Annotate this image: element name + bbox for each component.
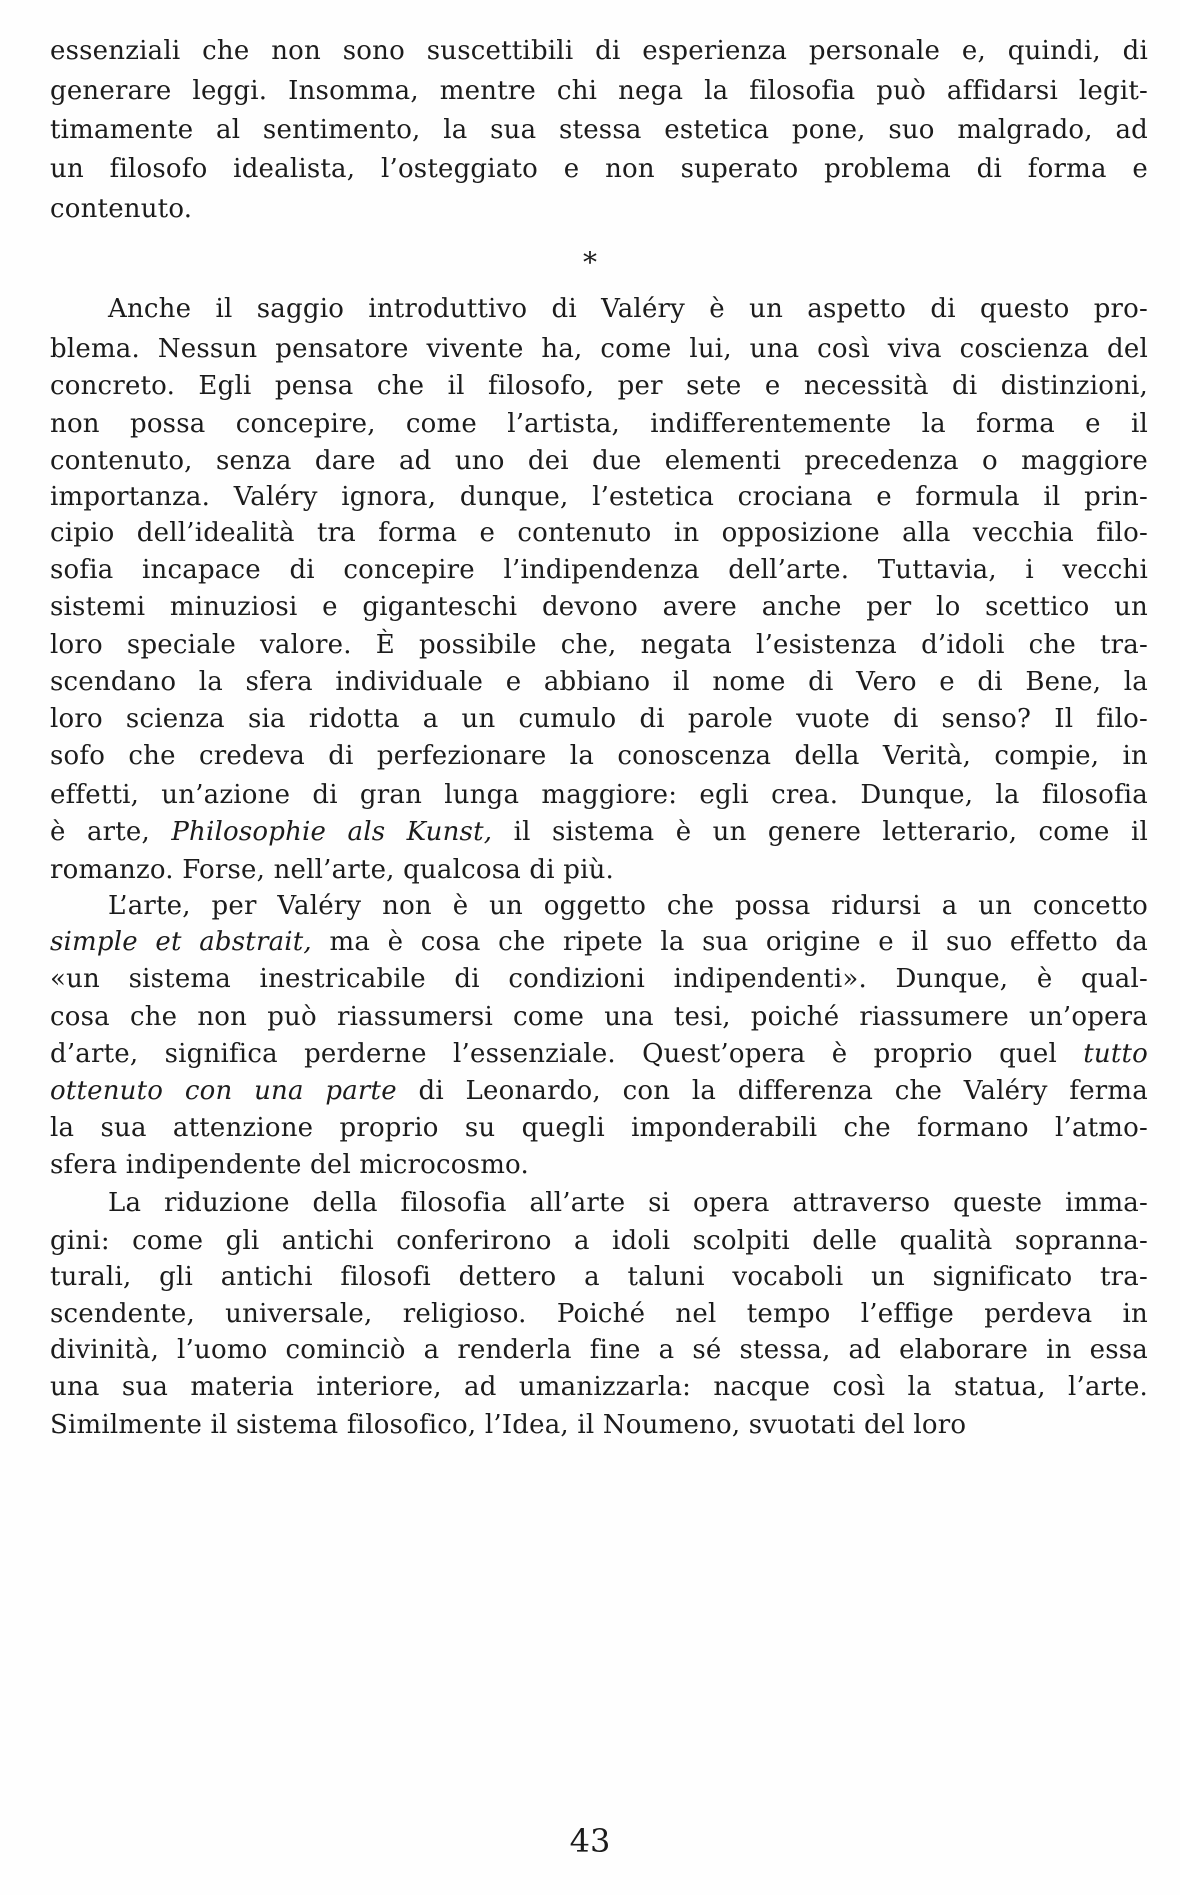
text-line (108, 891, 1148, 921)
text-line (50, 518, 1148, 548)
text-run: «un sistema inestricabile di condizioni indipendenti». Dunque, è qual- (50, 964, 1148, 994)
italic-text: ottenuto con una parte (50, 1076, 397, 1106)
text-line (50, 371, 1148, 401)
text-line (50, 555, 1148, 585)
text-run: contenuto. (50, 194, 193, 224)
text-run: sfera indipendente del microcosmo. (50, 1150, 529, 1180)
text-line (50, 1002, 1148, 1032)
text-line (50, 154, 1148, 184)
section-separator-asterisk: * (583, 246, 597, 279)
text-line (50, 194, 1148, 224)
text-run: divinità, l’uomo cominciò a renderla fine a sé stessa, ad elaborare in essa (50, 1335, 1148, 1365)
text-run: sofo che credeva di perfezionare la conoscenza della Verità, compie, in (50, 741, 1148, 771)
text-run: Anche il saggio introduttivo di Valéry è un aspetto di questo pro- (108, 294, 1148, 324)
text-run: una sua materia interiore, ad umanizzarla: nacque così la statua, l’arte. (50, 1372, 1148, 1402)
text-run: loro speciale valore. È possibile che, negata l’esistenza d’idoli che tra- (50, 630, 1148, 660)
text-run: il sistema è un genere letterario, come il (492, 817, 1148, 847)
text-run: gini: come gli antichi conferirono a idoli scolpiti delle qualità sopranna- (50, 1226, 1148, 1256)
text-run: turali, gli antichi filosofi dettero a taluni vocaboli un significato tra- (50, 1262, 1148, 1292)
text-run: concreto. Egli pensa che il filosofo, per sete e necessità di distinzioni, (50, 371, 1148, 401)
italic-text: simple et abstrait, (50, 927, 312, 957)
text-line (50, 1226, 1148, 1256)
text-run: essenziali che non sono suscettibili di esperienza personale e, quindi, di (50, 36, 1148, 66)
text-line (50, 780, 1148, 810)
text-line (50, 704, 1148, 734)
italic-text: Philosophie als Kunst, (171, 817, 493, 847)
text-line (50, 964, 1148, 994)
text-line (50, 1372, 1148, 1402)
text-line (50, 1113, 1148, 1143)
text-run: Similmente il sistema filosofico, l’Idea, il Noumeno, svuotati del loro (50, 1410, 967, 1440)
text-run: effetti, un’azione di gran lunga maggiore: egli crea. Dunque, la filosofia (50, 780, 1148, 810)
text-run: romanzo. Forse, nell’arte, qualcosa di più. (50, 855, 615, 885)
text-line (50, 1150, 1148, 1180)
text-line (50, 115, 1148, 145)
text-line (50, 741, 1148, 771)
text-run: importanza. Valéry ignora, dunque, l’estetica crociana e formula il prin- (50, 482, 1148, 512)
text-run: di Leonardo, con la differenza che Valéry ferma (396, 1076, 1148, 1106)
text-run: timamente al sentimento, la sua stessa estetica pone, suo malgrado, ad (50, 115, 1148, 145)
text-line (50, 36, 1148, 66)
text-line (50, 446, 1148, 476)
text-line (50, 855, 1148, 885)
text-run: cipio dell’idealità tra forma e contenuto in opposizione alla vecchia filo- (50, 518, 1148, 548)
text-line (50, 409, 1148, 439)
text-run: d’arte, significa perderne l’essenziale. Quest’opera è proprio quel (50, 1039, 1084, 1069)
text-line (50, 482, 1148, 512)
text-run: un filosofo idealista, l’osteggiato e non superato problema di forma e (50, 154, 1148, 184)
text-run: scendente, universale, religioso. Poiché nel tempo l’effige perdeva in (50, 1299, 1148, 1329)
text-line (50, 817, 1148, 847)
text-line (50, 1410, 1148, 1440)
text-run: generare leggi. Insomma, mentre chi nega la filosofia può affidarsi legit- (50, 76, 1148, 106)
text-line (50, 1039, 1148, 1069)
text-run: non possa concepire, come l’artista, indifferentemente la forma e il (50, 409, 1148, 439)
text-line (50, 76, 1148, 106)
text-run: la sua attenzione proprio su quegli imponderabili che formano l’atmo- (50, 1113, 1148, 1143)
text-line (50, 1076, 1148, 1106)
text-run: La riduzione della filosofia all’arte si opera attraverso queste imma- (108, 1188, 1148, 1218)
text-line (50, 667, 1148, 697)
text-line (50, 1262, 1148, 1292)
text-line (50, 1299, 1148, 1329)
text-run: ma è cosa che ripete la sua origine e il suo effetto da (311, 927, 1148, 957)
page-number: 43 (569, 1822, 611, 1860)
text-line (50, 592, 1148, 622)
text-run: sistemi minuziosi e giganteschi devono avere anche per lo scettico un (50, 592, 1148, 622)
text-line (108, 1188, 1148, 1218)
text-run: blema. Nessun pensatore vivente ha, come lui, una così viva coscienza del (50, 334, 1148, 364)
text-line (108, 294, 1148, 324)
text-run: contenuto, senza dare ad uno dei due elementi precedenza o maggiore (50, 446, 1148, 476)
text-line (50, 927, 1148, 957)
text-run: loro scienza sia ridotta a un cumulo di parole vuote di senso? Il filo- (50, 704, 1148, 734)
text-run: scendano la sfera individuale e abbiano il nome di Vero e di Bene, la (50, 667, 1148, 697)
text-run: è arte, (50, 817, 172, 847)
text-line (50, 630, 1148, 660)
text-run: L’arte, per Valéry non è un oggetto che possa ridursi a un concetto (108, 891, 1148, 921)
text-line (50, 334, 1148, 364)
text-line (50, 1335, 1148, 1365)
text-run: cosa che non può riassumersi come una tesi, poiché riassumere un’opera (50, 1002, 1148, 1032)
text-run: sofia incapace di concepire l’indipendenza dell’arte. Tuttavia, i vecchi (50, 555, 1148, 585)
italic-text: tutto (1083, 1039, 1148, 1069)
